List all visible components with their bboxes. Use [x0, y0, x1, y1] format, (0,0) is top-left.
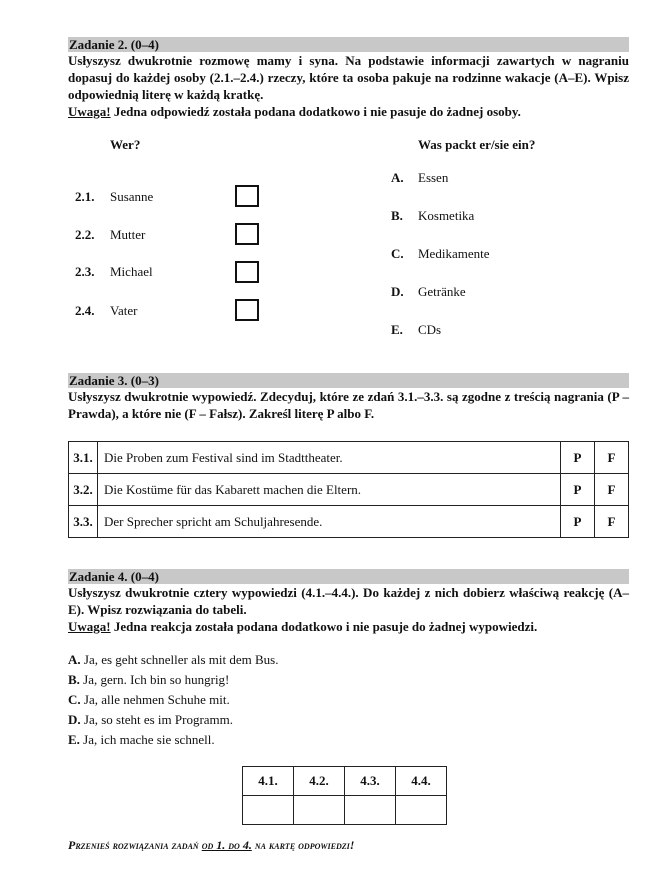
option-p[interactable]: P	[561, 506, 595, 538]
answer-table	[242, 766, 447, 825]
task-3	[68, 373, 629, 422]
item-letter: D.	[391, 284, 404, 299]
answer-header: 4.2.	[294, 767, 345, 796]
task-4	[68, 569, 629, 635]
statement-text: Die Kostüme für das Kabarett machen die Eltern.	[98, 474, 561, 506]
statement-text: Die Proben zum Festival sind im Stadttheater.	[98, 442, 561, 474]
item-text: Kosmetika	[418, 208, 475, 223]
answer-cell-4-4[interactable]	[396, 796, 447, 825]
person-number: 2.4.	[75, 303, 95, 318]
task-4-instruction: Usłyszysz dwukrotnie cztery wypowiedzi (4.1.–4.4.). Do każdej z nich dobierz właściwą reakcję (A–E). Wpisz rozwiązania do tabeli. Uwaga! Jedna reakcja została podana dodatkowo i nie pasuje do żadnej wypowiedzi.	[68, 585, 629, 634]
true-false-table	[68, 441, 629, 538]
task-4-note-label: Uwaga!	[68, 619, 111, 634]
footer-note: Przenieś rozwiązania zadań od 1. do 4. na kartę odpowiedzi!	[68, 838, 355, 852]
person-name: Vater	[110, 303, 138, 318]
table-row	[69, 506, 629, 538]
person-name: Michael	[110, 264, 153, 279]
task-2-note-label: Uwaga!	[68, 104, 111, 119]
person-name: Mutter	[110, 227, 146, 242]
task-3-instruction: Usłyszysz dwukrotnie wypowiedź. Zdecyduj, które ze zdań 3.1.–3.3. są zgodne z treścią nagrania (P – Prawda), a które nie (F – Fałsz). Zakreśl literę P albo F.	[68, 389, 629, 421]
answer-header: 4.4.	[396, 767, 447, 796]
item-letter: E.	[391, 322, 403, 337]
person-name: Susanne	[110, 189, 154, 204]
answer-header: 4.1.	[243, 767, 294, 796]
table-row	[69, 474, 629, 506]
reaction-option: E. Ja, ich mache sie schnell.	[68, 732, 215, 747]
reaction-option: A. Ja, es geht schneller als mit dem Bus.	[68, 652, 279, 667]
statement-number: 3.2.	[69, 474, 98, 506]
what-heading: Was packt er/sie ein?	[418, 137, 536, 152]
answer-cell-4-2[interactable]	[294, 796, 345, 825]
answer-cell-4-1[interactable]	[243, 796, 294, 825]
statement-text: Der Sprecher spricht am Schuljahresende.	[98, 506, 561, 538]
answer-cell-4-3[interactable]	[345, 796, 396, 825]
option-f[interactable]: F	[595, 474, 629, 506]
table-row	[243, 767, 447, 796]
option-p[interactable]: P	[561, 474, 595, 506]
item-text: Getränke	[418, 284, 466, 299]
task-2-note-text: Jedna odpowiedź została podana dodatkowo i nie pasuje do żadnej osoby.	[110, 104, 521, 119]
person-number: 2.3.	[75, 264, 95, 279]
task-4-note-text: Jedna reakcja została podana dodatkowo i nie pasuje do żadnej wypowiedzi.	[110, 619, 538, 634]
statement-number: 3.3.	[69, 506, 98, 538]
item-text: Medikamente	[418, 246, 490, 261]
task-2	[68, 37, 629, 120]
person-number: 2.1.	[75, 189, 95, 204]
person-number: 2.2.	[75, 227, 95, 242]
option-f[interactable]: F	[595, 442, 629, 474]
answer-box-2-2[interactable]	[235, 223, 259, 245]
reaction-option: C. Ja, alle nehmen Schuhe mit.	[68, 692, 230, 707]
task-2-instruction: Usłyszysz dwukrotnie rozmowę mamy i syna. Na podstawie informacji zawartych w nagraniu dopasuj do każdej osoby (2.1.–2.4.) rzeczy, które ta osoba pakuje na rodzinne wakacje (A–E). Wpisz odpowiednią literę w każdą kratkę. Uwaga! Jedna odpowiedź została podana dodatkowo i nie pasuje do żadnej osoby.	[68, 53, 629, 119]
answer-header: 4.3.	[345, 767, 396, 796]
task-2-header: Zadanie 2. (0–4)	[68, 37, 629, 52]
table-row	[69, 442, 629, 474]
task-4-header: Zadanie 4. (0–4)	[68, 569, 629, 584]
statement-number: 3.1.	[69, 442, 98, 474]
reaction-option: B. Ja, gern. Ich bin so hungrig!	[68, 672, 230, 687]
item-letter: A.	[391, 170, 404, 185]
table-row	[243, 796, 447, 825]
answer-box-2-1[interactable]	[235, 185, 259, 207]
answer-box-2-4[interactable]	[235, 299, 259, 321]
item-letter: B.	[391, 208, 403, 223]
item-text: Essen	[418, 170, 449, 185]
option-p[interactable]: P	[561, 442, 595, 474]
item-letter: C.	[391, 246, 404, 261]
item-text: CDs	[418, 322, 442, 337]
option-f[interactable]: F	[595, 506, 629, 538]
reaction-option: D. Ja, so steht es im Programm.	[68, 712, 234, 727]
answer-box-2-3[interactable]	[235, 261, 259, 283]
task-3-header: Zadanie 3. (0–3)	[68, 373, 629, 388]
who-heading: Wer?	[110, 137, 141, 152]
